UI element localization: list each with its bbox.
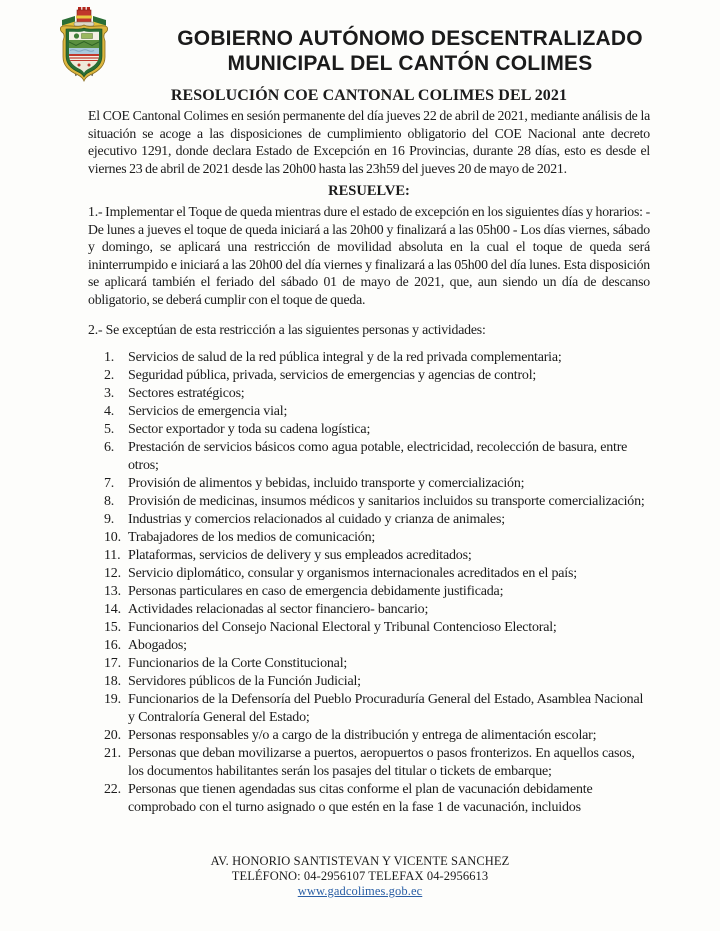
exception-item [104, 583, 650, 601]
item-text: Servicios de emergencia vial; [128, 403, 288, 419]
exception-item [104, 655, 650, 673]
exception-item [104, 439, 650, 475]
exception-item [104, 529, 650, 547]
item-number: 13. [104, 583, 121, 599]
exception-item [104, 385, 650, 403]
item-number: 22. [104, 781, 121, 797]
item-number: 5. [104, 421, 115, 437]
exception-item [104, 745, 650, 781]
item-number: 14. [104, 601, 121, 617]
resolve-heading: RESUELVE: [328, 183, 410, 199]
item-number: 7. [104, 475, 115, 491]
item-text: Sectores estratégicos; [128, 385, 245, 401]
exception-item [104, 691, 650, 727]
document-body [88, 87, 650, 817]
item-number: 8. [104, 493, 115, 509]
item-number: 12. [104, 565, 121, 581]
exception-item [104, 547, 650, 565]
exception-item [104, 565, 650, 583]
item-text: Sector exportador y toda su cadena logística; [128, 421, 371, 437]
item-number: 20. [104, 727, 121, 743]
exception-item [104, 493, 650, 511]
item-text: Personas que deban movilizarse a puertos, aeropuertos o pasos fronterizos. En aquellos casos, los documentos habilitantes serán los pasajes del titular o tickets de embarque; [128, 745, 635, 779]
footer-address: AV. HONORIO SANTISTEVAN Y VICENTE SANCHEZ [210, 854, 510, 868]
exception-item [104, 781, 650, 817]
exception-item [104, 511, 650, 529]
item-text: Trabajadores de los medios de comunicación; [128, 529, 376, 545]
item-text: Funcionarios de la Defensoría del Pueblo Procuraduría General del Estado, Asamblea Nacional y Contraloría General del Estado; [128, 691, 644, 725]
item-number: 19. [104, 691, 121, 707]
item-number: 17. [104, 655, 121, 671]
item-number: 21. [104, 745, 121, 761]
item-text: Funcionarios del Consejo Nacional Electoral y Tribunal Contencioso Electoral; [128, 619, 557, 635]
item-text: Personas particulares en caso de emergencia debidamente justificada; [128, 583, 504, 599]
exception-item [104, 619, 650, 637]
exception-item [104, 367, 650, 385]
item-text: Abogados; [128, 637, 187, 653]
item-text: Industrias y comercios relacionados al cuidado y crianza de animales; [128, 511, 505, 527]
item-number: 3. [104, 385, 115, 401]
exception-item [104, 673, 650, 691]
item-text: Provisión de alimentos y bebidas, incluido transporte y comercialización; [128, 475, 525, 491]
exception-item [104, 349, 650, 367]
exception-item [104, 421, 650, 439]
intro-paragraph: El COE Cantonal Colimes en sesión permanente del día jueves 22 de abril de 2021, mediante análisis de la situación se acoge a las disposiciones de cumplimiento obligatorio del COE Nacional ante decreto ejecutivo 1291, donde declara Estado de Excepción en 16 Provincias, durante 28 días, esto es desde el viernes 23 de abril de 2021 desde las 20h00 hasta las 23h59 del jueves 20 de mayo de 2021. [88, 108, 650, 176]
exception-item [104, 403, 650, 421]
item-number: 16. [104, 637, 121, 653]
item-text: Plataformas, servicios de delivery y sus empleados acreditados; [128, 547, 472, 563]
exception-item [104, 727, 650, 745]
item-text: Servidores públicos de la Función Judicial; [128, 673, 361, 689]
exceptions-list [88, 349, 650, 817]
item-text: Seguridad pública, privada, servicios de emergencias y agencias de control; [128, 367, 537, 383]
item-text: Personas responsables y/o a cargo de la distribución y entrega de alimentación escolar; [128, 727, 597, 743]
item-number: 11. [104, 547, 121, 563]
item-text: Servicio diplomático, consular y organismos internacionales acreditados en el país; [128, 565, 577, 581]
org-name [110, 26, 710, 76]
item-number: 18. [104, 673, 121, 689]
item-text: Funcionarios de la Corte Constitucional; [128, 655, 348, 671]
item-text: Prestación de servicios básicos como agua potable, electricidad, recolección de basura, entre otros; [128, 439, 628, 473]
article-2-intro: 2.- Se exceptúan de esta restricción a las siguientes personas y actividades: [88, 322, 486, 337]
item-text: Provisión de medicinas, insumos médicos y sanitarios incluidos su transporte comercialización; [128, 493, 645, 509]
item-number: 4. [104, 403, 115, 419]
exception-item [104, 601, 650, 619]
item-text: Actividades relacionadas al sector financiero- bancario; [128, 601, 429, 617]
document-footer [0, 854, 720, 899]
item-text: Personas que tienen agendadas sus citas conforme el plan de vacunación debidamente comprobado con el turno asignado o que estén en la fase 1 de vacunación, incluidos [128, 781, 593, 815]
footer-phone: TELÉFONO: 04-2956107 TELEFAX 04-2956613 [231, 869, 489, 883]
coat-of-arms-icon [53, 7, 115, 83]
document-title: RESOLUCIÓN COE CANTONAL COLIMES DEL 2021 [170, 87, 568, 104]
website-link[interactable]: www.gadcolimes.gob.ec [297, 884, 423, 898]
item-number: 10. [104, 529, 121, 545]
item-number: 6. [104, 439, 115, 455]
exception-item [104, 637, 650, 655]
org-name-line1: GOBIERNO AUTÓNOMO DESCENTRALIZADO [177, 27, 643, 50]
exception-item [104, 475, 650, 493]
item-number: 2. [104, 367, 115, 383]
item-number: 9. [104, 511, 115, 527]
article-1-paragraph: 1.- Implementar el Toque de queda mientras dure el estado de excepción en los siguientes días y horarios: - De lunes a jueves el toque de queda iniciará a las 20h00 y finalizará a las 05h00 - Los días viernes, sábado y domingo, se aplicará una restricción de movilidad absoluta en la cual el toque de queda será ininterrumpido e iniciará a las 20h00 del día viernes y finalizará a las 05h00 del día lunes. Esta disposición se aplicará también el feriado del sábado 01 de mayo de 2021, que, aun siendo un día de descanso obligatorio, se deberá cumplir con el toque de queda. [88, 204, 650, 307]
item-text: Servicios de salud de la red pública integral y de la red privada complementaria; [128, 349, 562, 365]
org-name-line2: MUNICIPAL DEL CANTÓN COLIMES [227, 52, 593, 75]
item-number: 15. [104, 619, 121, 635]
item-number: 1. [104, 349, 115, 365]
